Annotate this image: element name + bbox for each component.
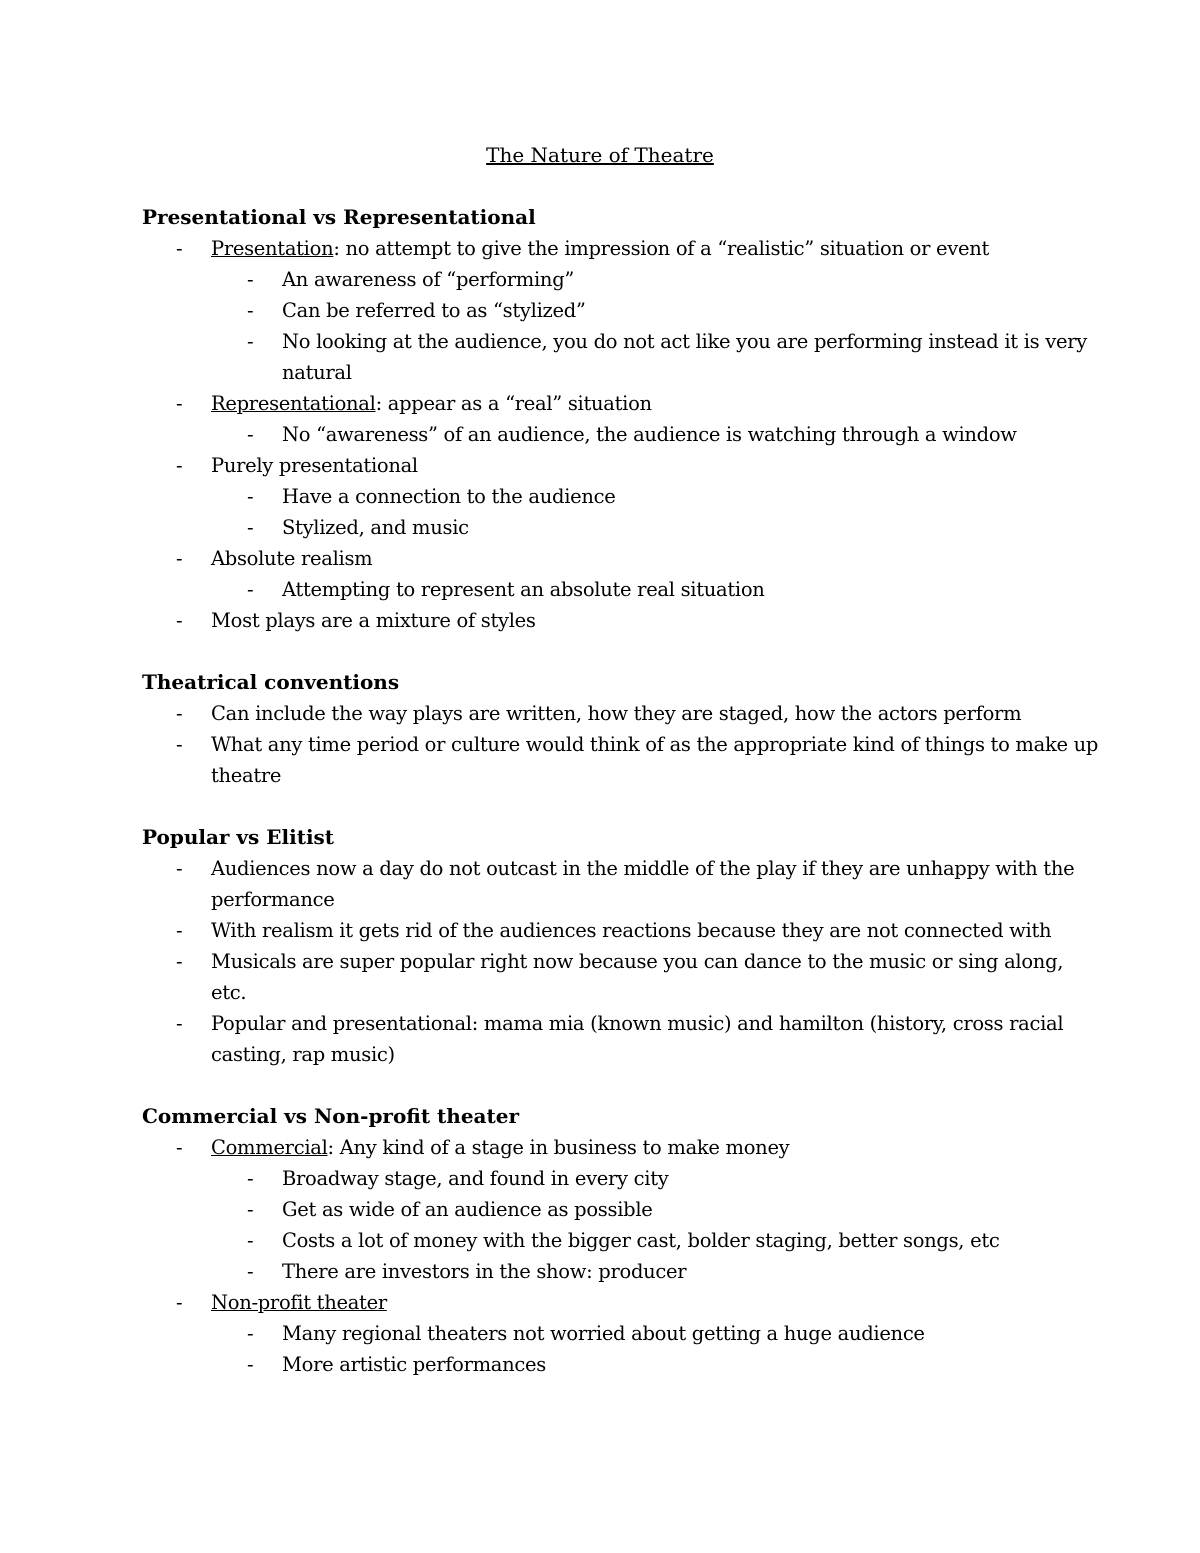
dash-marker: - bbox=[176, 1012, 183, 1035]
section bbox=[142, 202, 1100, 636]
bullet-text: There are investors in the show: producer bbox=[282, 1260, 687, 1283]
dash-marker: - bbox=[247, 268, 254, 291]
bullet-text: Broadway stage, and found in every city bbox=[282, 1167, 669, 1190]
dash-marker: - bbox=[247, 1322, 254, 1345]
dash-marker: - bbox=[247, 578, 254, 601]
bullet-item bbox=[142, 698, 1100, 729]
bullet-list bbox=[142, 233, 1100, 636]
bullet-text: With realism it gets rid of the audiences reactions because they are not connected with bbox=[211, 919, 1052, 942]
dash-marker: - bbox=[247, 1353, 254, 1376]
sub-bullet-item bbox=[142, 1318, 1100, 1349]
bullet-text: What any time period or culture would think of as the appropriate kind of things to make up theatre bbox=[211, 733, 1099, 787]
document-title: The Nature of Theatre bbox=[486, 143, 714, 167]
bullet-text: Stylized, and music bbox=[282, 516, 469, 539]
bullet-text: Have a connection to the audience bbox=[282, 485, 616, 508]
sub-bullet-item bbox=[142, 419, 1100, 450]
bullet-list bbox=[142, 698, 1100, 791]
bullet-item bbox=[142, 1287, 1100, 1318]
bullet-item bbox=[142, 1008, 1100, 1070]
dash-marker: - bbox=[176, 237, 183, 260]
sub-bullet-item bbox=[142, 512, 1100, 543]
bullet-text: An awareness of “performing” bbox=[282, 268, 575, 291]
underlined-term: Commercial bbox=[211, 1136, 328, 1159]
bullet-item bbox=[142, 233, 1100, 264]
bullet-item bbox=[142, 450, 1100, 481]
bullet-text: No “awareness” of an audience, the audience is watching through a window bbox=[282, 423, 1017, 446]
section bbox=[142, 1101, 1100, 1380]
bullet-item bbox=[142, 853, 1100, 915]
bullet-text: Attempting to represent an absolute real situation bbox=[282, 578, 765, 601]
dash-marker: - bbox=[247, 423, 254, 446]
dash-marker: - bbox=[247, 485, 254, 508]
bullet-item bbox=[142, 388, 1100, 419]
dash-marker: - bbox=[176, 392, 183, 415]
dash-marker: - bbox=[247, 1167, 254, 1190]
bullet-text: No looking at the audience, you do not act like you are performing instead it is very natural bbox=[282, 330, 1087, 384]
dash-marker: - bbox=[247, 1229, 254, 1252]
sub-bullet-item bbox=[142, 1194, 1100, 1225]
sub-bullet-item bbox=[142, 481, 1100, 512]
bullet-text: More artistic performances bbox=[282, 1353, 546, 1376]
bullet-text: Can include the way plays are written, how they are staged, how the actors perform bbox=[211, 702, 1022, 725]
sub-bullet-item bbox=[142, 1163, 1100, 1194]
bullet-text: Costs a lot of money with the bigger cast, bolder staging, better songs, etc bbox=[282, 1229, 1000, 1252]
dash-marker: - bbox=[176, 1136, 183, 1159]
bullet-text: Purely presentational bbox=[211, 454, 418, 477]
bullet-list bbox=[142, 853, 1100, 1070]
bullet-text: : no attempt to give the impression of a “realistic” situation or event bbox=[333, 237, 990, 260]
dash-marker: - bbox=[247, 299, 254, 322]
underlined-term: Non-profit theater bbox=[211, 1291, 387, 1314]
section bbox=[142, 822, 1100, 1070]
bullet-text: Popular and presentational: mama mia (known music) and hamilton (history, cross racial casting, rap music) bbox=[211, 1012, 1064, 1066]
section-heading: Commercial vs Non-profit theater bbox=[142, 1104, 520, 1128]
dash-marker: - bbox=[176, 919, 183, 942]
dash-marker: - bbox=[247, 330, 254, 353]
sub-bullet-item bbox=[142, 1256, 1100, 1287]
sub-bullet-item bbox=[142, 295, 1100, 326]
dash-marker: - bbox=[176, 702, 183, 725]
bullet-text: Get as wide of an audience as possible bbox=[282, 1198, 653, 1221]
bullet-text: Many regional theaters not worried about getting a huge audience bbox=[282, 1322, 925, 1345]
bullet-item bbox=[142, 543, 1100, 574]
sub-bullet-item bbox=[142, 1225, 1100, 1256]
bullet-item bbox=[142, 946, 1100, 1008]
dash-marker: - bbox=[247, 1198, 254, 1221]
sub-bullet-item bbox=[142, 326, 1100, 388]
dash-marker: - bbox=[176, 733, 183, 756]
underlined-term: Representational bbox=[211, 392, 376, 415]
section-heading: Presentational vs Representational bbox=[142, 205, 536, 229]
bullet-list bbox=[142, 1132, 1100, 1380]
sub-bullet-item bbox=[142, 264, 1100, 295]
bullet-text: Most plays are a mixture of styles bbox=[211, 609, 536, 632]
dash-marker: - bbox=[176, 950, 183, 973]
dash-marker: - bbox=[247, 516, 254, 539]
bullet-item bbox=[142, 1132, 1100, 1163]
underlined-term: Presentation bbox=[211, 237, 334, 260]
document-body bbox=[142, 202, 1100, 1380]
bullet-item bbox=[142, 605, 1100, 636]
section bbox=[142, 667, 1100, 791]
bullet-item bbox=[142, 915, 1100, 946]
bullet-item bbox=[142, 729, 1100, 791]
sub-bullet-item bbox=[142, 574, 1100, 605]
bullet-text: Absolute realism bbox=[211, 547, 373, 570]
dash-marker: - bbox=[176, 1291, 183, 1314]
section-heading: Theatrical conventions bbox=[142, 670, 400, 694]
bullet-text: : appear as a “real” situation bbox=[375, 392, 652, 415]
section-heading: Popular vs Elitist bbox=[142, 825, 335, 849]
dash-marker: - bbox=[176, 857, 183, 880]
dash-marker: - bbox=[176, 454, 183, 477]
bullet-text: Audiences now a day do not outcast in the middle of the play if they are unhappy with the performance bbox=[211, 857, 1075, 911]
bullet-text: Musicals are super popular right now because you can dance to the music or sing along, etc. bbox=[211, 950, 1064, 1004]
dash-marker: - bbox=[247, 1260, 254, 1283]
dash-marker: - bbox=[176, 547, 183, 570]
sub-bullet-item bbox=[142, 1349, 1100, 1380]
bullet-text: : Any kind of a stage in business to make money bbox=[327, 1136, 790, 1159]
dash-marker: - bbox=[176, 609, 183, 632]
bullet-text: Can be referred to as “stylized” bbox=[282, 299, 586, 322]
